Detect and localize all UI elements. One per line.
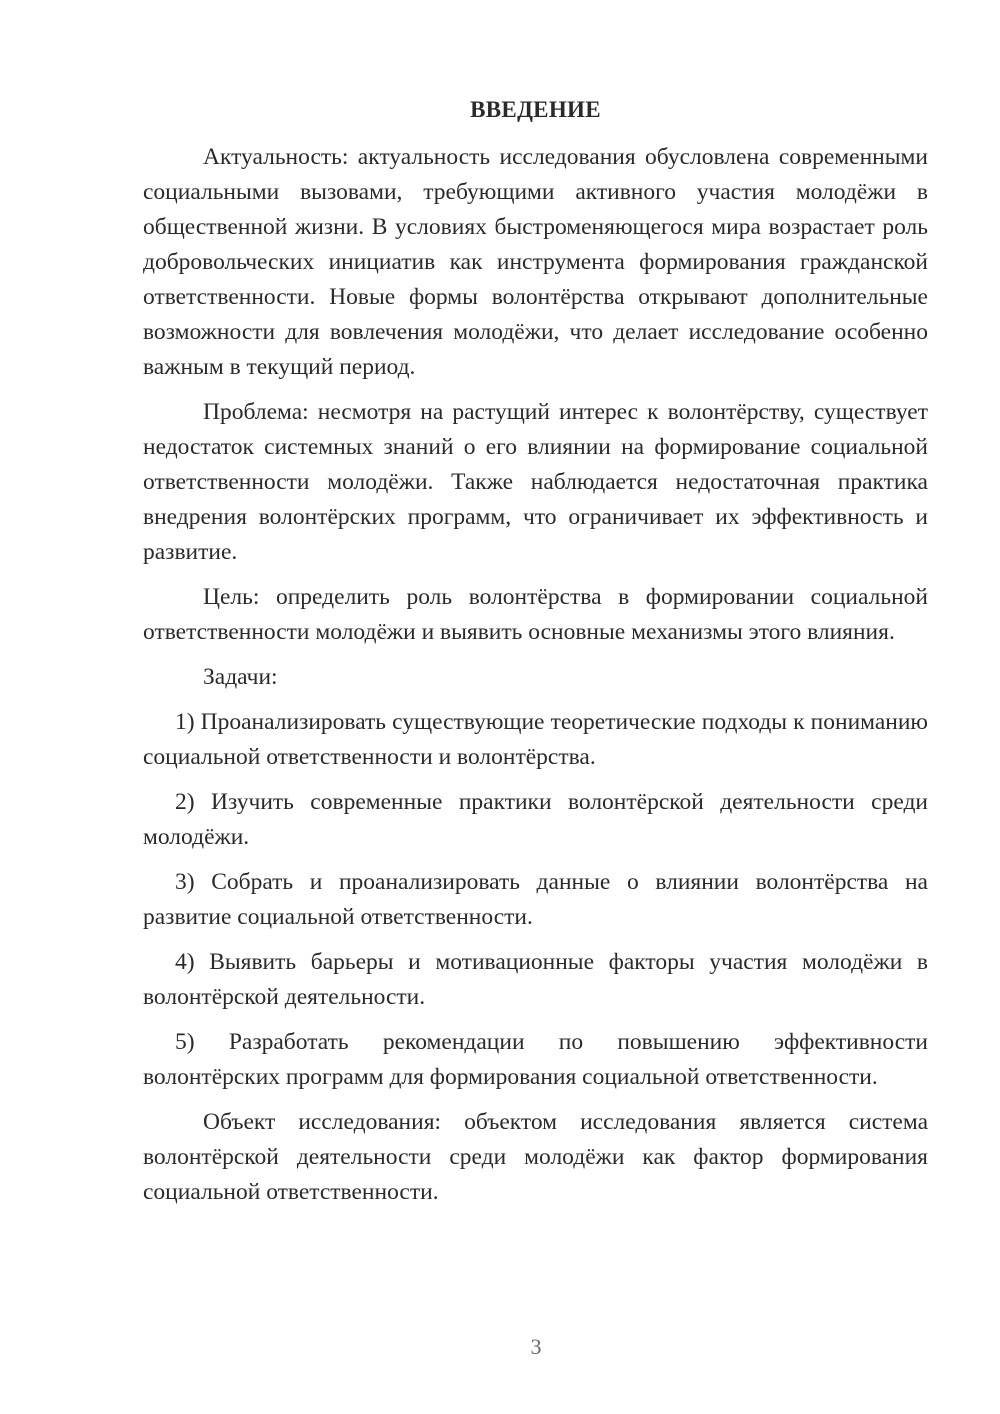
task-item-3: 3) Собрать и проанализировать данные о влиянии волонтёрства на развитие социальной ответственности. — [143, 869, 928, 930]
page-body — [143, 95, 928, 1210]
section-heading: ВВЕДЕНИЕ — [470, 97, 601, 122]
task-item-2: 2) Изучить современные практики волонтёрской деятельности среди молодёжи. — [143, 789, 928, 850]
relevance-paragraph: Актуальность: актуальность исследования обусловлена современными социальными вызовами, требующими активного участия молодёжи в общественной жизни. В условиях быстроменяющегося мира возрастает роль добровольческих инициатив как инструмента формирования гражданской ответственности. Новые формы волонтёрства открывают дополнительные возможности для вовлечения молодёжи, что делает исследование особенно важным в текущий период. — [143, 144, 928, 380]
tasks-label: Задачи: — [203, 664, 278, 690]
page-number: 3 — [530, 1334, 542, 1359]
task-item-5: 5) Разработать рекомендации по повышению эффективности волонтёрских программ для формирования социальной ответственности. — [143, 1029, 928, 1090]
task-item-4: 4) Выявить барьеры и мотивационные факторы участия молодёжи в волонтёрской деятельности. — [143, 949, 928, 1010]
task-item-1: 1) Проанализировать существующие теоретические подходы к пониманию социальной ответственности и волонтёрства. — [143, 709, 928, 770]
goal-paragraph: Цель: определить роль волонтёрства в формировании социальной ответственности молодёжи и выявить основные механизмы этого влияния. — [143, 584, 928, 645]
object-paragraph: Объект исследования: объектом исследования является система волонтёрской деятельности среди молодёжи как фактор формирования социальной ответственности. — [143, 1109, 928, 1205]
problem-paragraph: Проблема: несмотря на растущий интерес к волонтёрству, существует недостаток системных знаний о его влиянии на формирование социальной ответственности молодёжи. Также наблюдается недостаточная практика внедрения волонтёрских программ, что ограничивает их эффективность и развитие. — [143, 399, 928, 565]
